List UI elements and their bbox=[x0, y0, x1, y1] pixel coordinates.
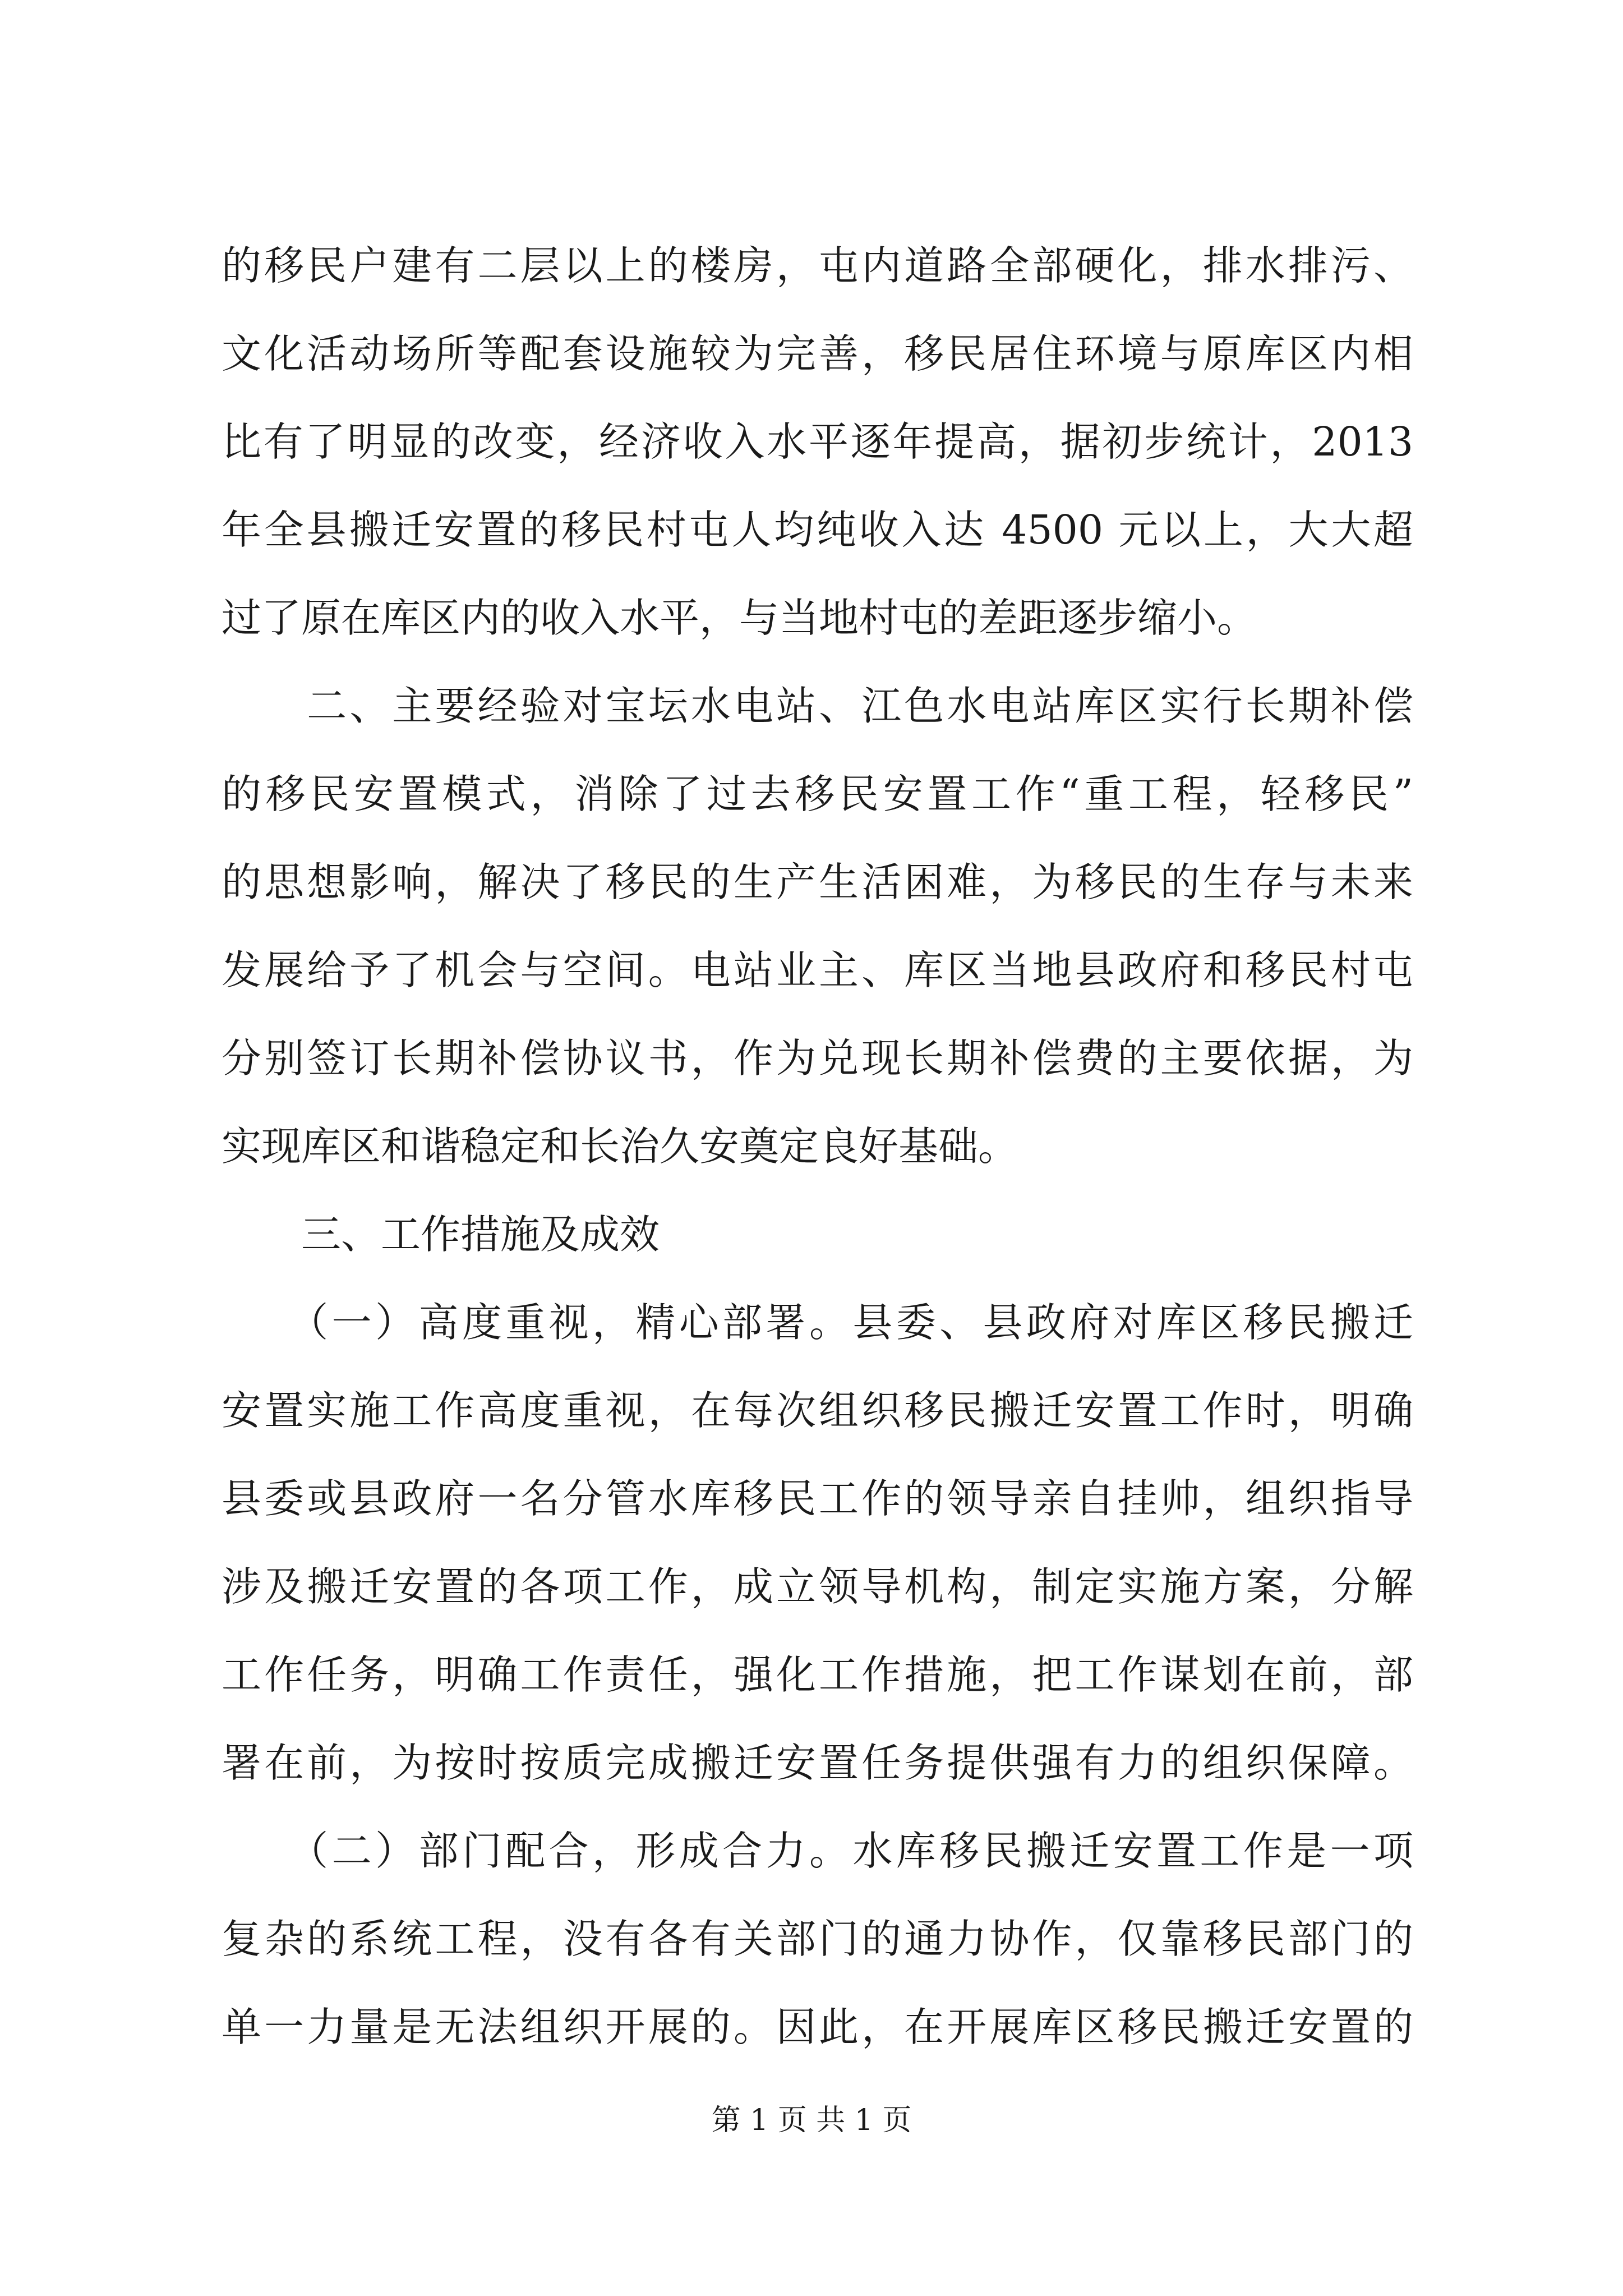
text-line: 工作任务，明确工作责任，强化工作措施，把工作谋划在前，部 bbox=[222, 1651, 1413, 1698]
text-line: 年全县搬迁安置的移民村屯人均纯收入达 4500 元以上，大大超 bbox=[222, 507, 1413, 553]
text-line: 安置实施工作高度重视，在每次组织移民搬迁安置工作时，明确 bbox=[222, 1387, 1413, 1434]
text-line: 分别签订长期补偿协议书，作为兑现长期补偿费的主要依据，为 bbox=[222, 1035, 1413, 1082]
body-text bbox=[222, 222, 1413, 2071]
text-line: 比有了明显的改变，经济收入水平逐年提高，据初步统计，2013 bbox=[222, 418, 1413, 465]
text-line: 县委或县政府一名分管水库移民工作的领导亲自挂帅，组织指导 bbox=[222, 1475, 1413, 1522]
text-line: 的思想影响，解决了移民的生产生活困难，为移民的生存与未来 bbox=[222, 859, 1413, 905]
text-line: （二）部门配合，形成合力。水库移民搬迁安置工作是一项 bbox=[222, 1828, 1413, 1874]
text-line: 发展给予了机会与空间。电站业主、库区当地县政府和移民村屯 bbox=[222, 947, 1413, 993]
text-line: 二、主要经验对宝坛水电站、江色水电站库区实行长期补偿 bbox=[222, 683, 1413, 729]
text-line: 的移民户建有二层以上的楼房，屯内道路全部硬化，排水排污、 bbox=[222, 242, 1413, 289]
text-line: 过了原在库区内的收入水平，与当地村屯的差距逐步缩小。 bbox=[222, 595, 1257, 641]
text-line: （一）高度重视，精心部署。县委、县政府对库区移民搬迁 bbox=[222, 1299, 1413, 1346]
text-line: 实现库区和谐稳定和长治久安奠定良好基础。 bbox=[222, 1123, 1018, 1170]
text-line: 涉及搬迁安置的各项工作，成立领导机构，制定实施方案，分解 bbox=[222, 1563, 1413, 1610]
text-line: 复杂的系统工程，没有各有关部门的通力协作，仅靠移民部门的 bbox=[222, 1916, 1413, 1962]
page-footer: 第 1 页 共 1 页 bbox=[711, 2104, 912, 2137]
section-heading: 三、工作措施及成效 bbox=[222, 1211, 660, 1258]
text-line: 单一力量是无法组织开展的。因此，在开展库区移民搬迁安置的 bbox=[222, 2004, 1413, 2050]
text-line: 署在前，为按时按质完成搬迁安置任务提供强有力的组织保障。 bbox=[222, 1740, 1413, 1786]
text-line: 的移民安置模式，消除了过去移民安置工作“重工程，轻移民” bbox=[222, 771, 1413, 817]
text-line: 文化活动场所等配套设施较为完善，移民居住环境与原库区内相 bbox=[222, 330, 1413, 377]
